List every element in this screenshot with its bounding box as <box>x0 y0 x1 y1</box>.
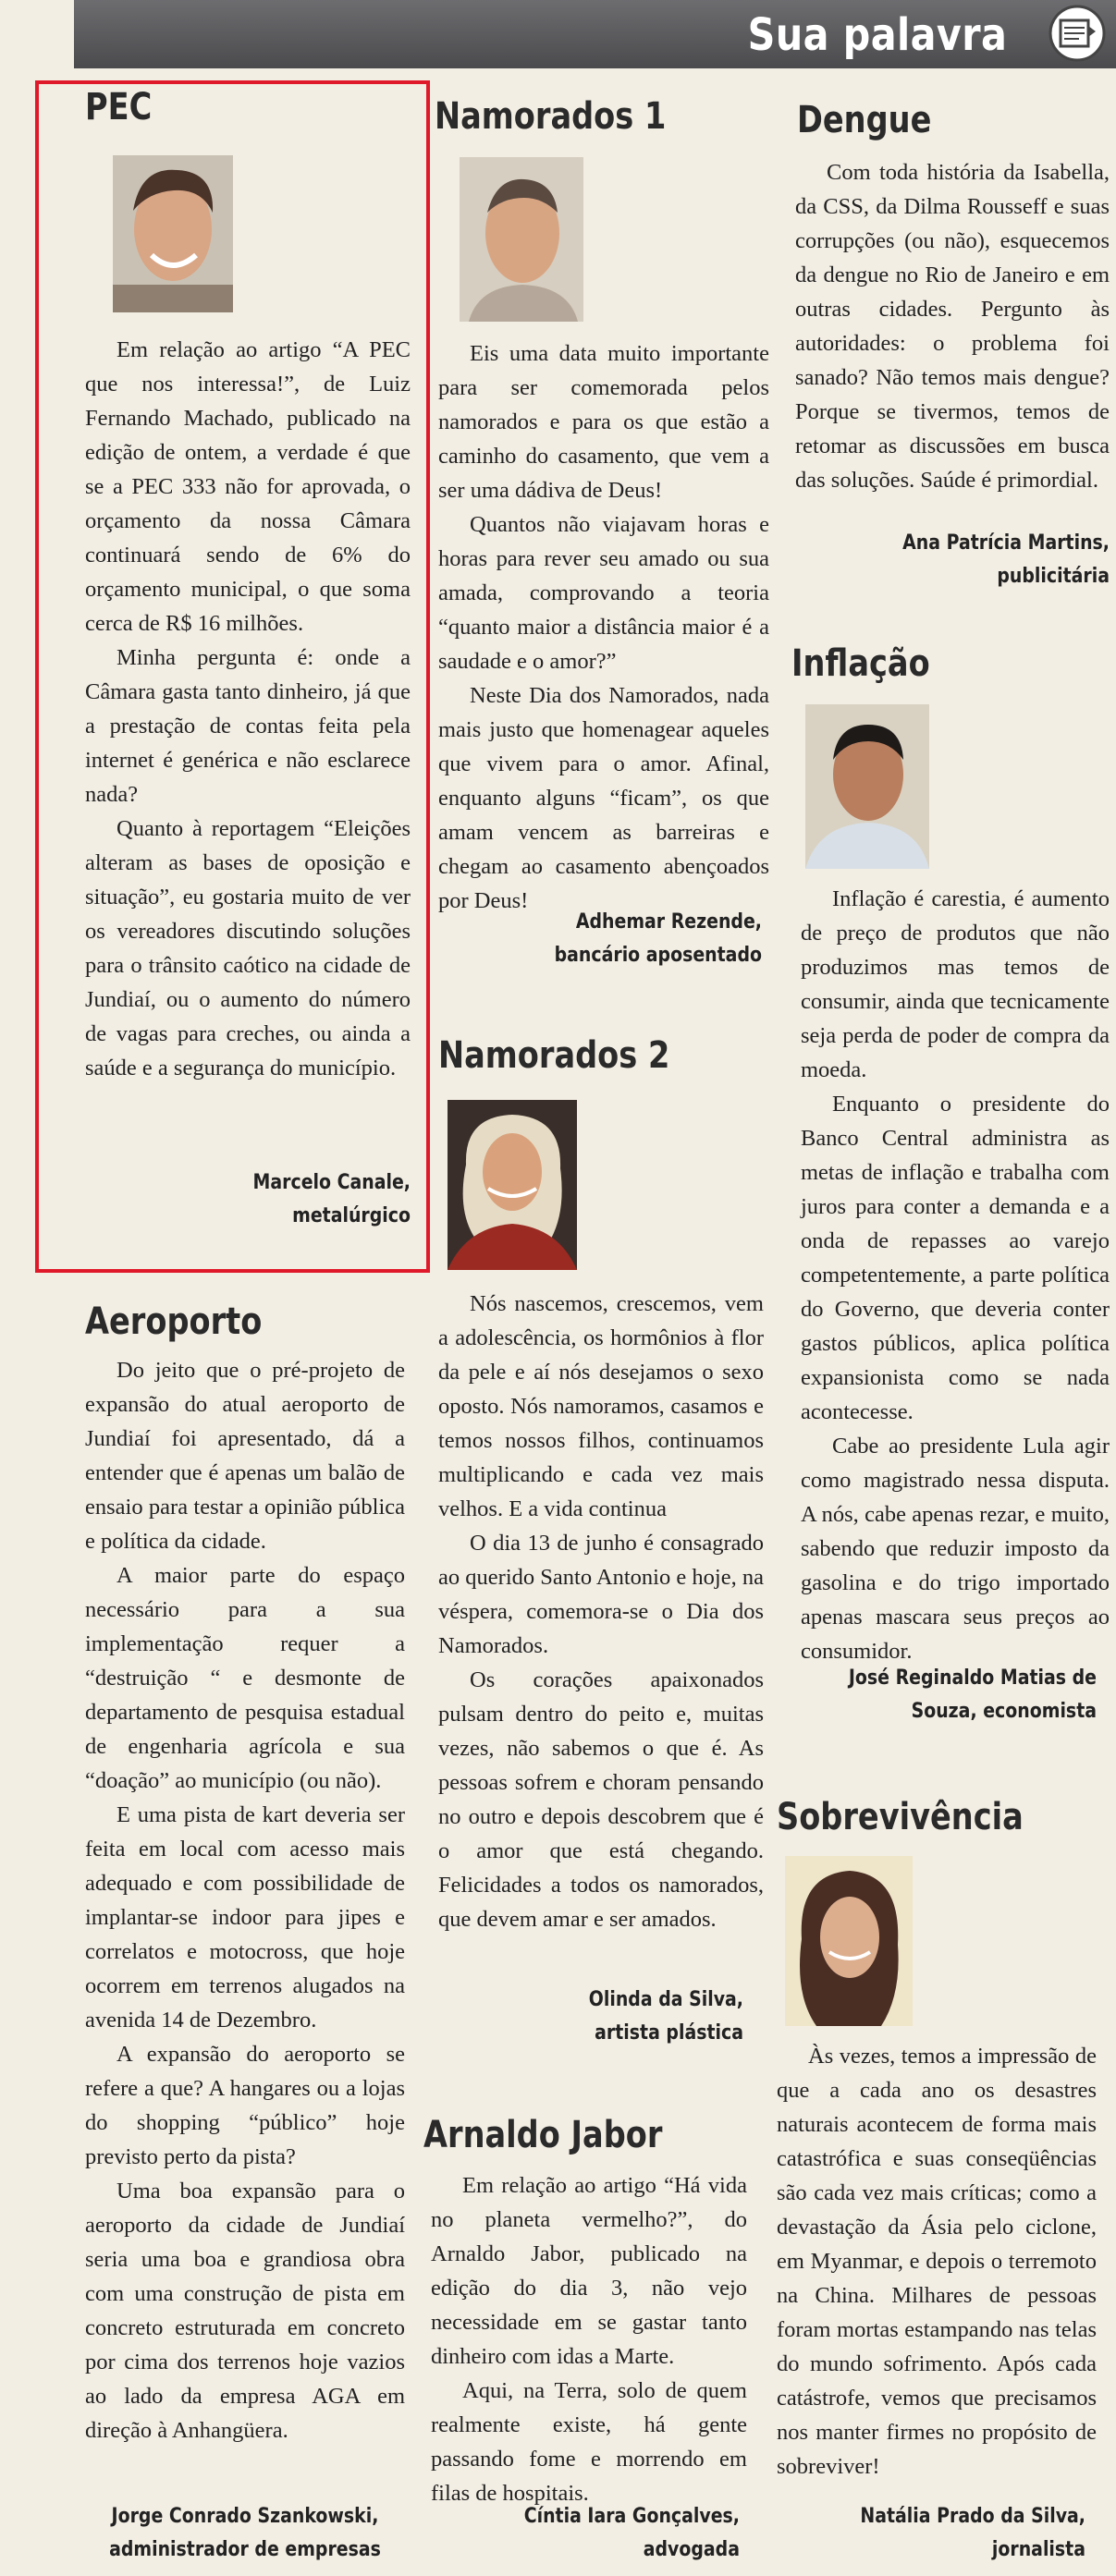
article-title-inflacao: Inflação <box>791 642 930 685</box>
article-paragraph: Eis uma data muito importante para ser comemorada pelos namorados e para os que estão a caminho do casamento, que vem a ser uma dádiva de Deus! <box>438 341 769 503</box>
article-paragraph: Minha pergunta é: onde a Câmara gasta tanto dinheiro, já que a prestação de contas feita pela internet é genérica e não esclarece nada? <box>85 645 411 807</box>
signature-jabor <box>431 2500 740 2567</box>
article-paragraph: E uma pista de kart deveria ser feita em local com acesso mais adequado e com possibilidade de implantar-se indoor para jipes e correlatos e motocross, que hoje ocorrem em terrenos alugados na avenida 14 de Dezembro. <box>85 1802 405 2033</box>
article-paragraph: Às vezes, temos a impressão de que a cada ano os desastres naturais acontecem de forma mais catastrófica e suas conseqüências são cada vez mais críticas; como a devastação da Ásia pelo ciclone, em Myanmar, e depois o terremoto na China. Milhares de pessoas foram mortas estampando nas telas do mundo sofrimento. Após cada catástrofe, vemos que precisamos nos manter firmes no propósito de sobreviver! <box>777 2044 1097 2479</box>
author-name: Jorge Conrado Szankowski, <box>111 2505 379 2528</box>
author-role: jornalista <box>991 2538 1085 2561</box>
article-paragraph: Inflação é carestia, é aumento de preço de produtos que não produzimos mas temos de consumir, ainda que tecnicamente seja perda de poder de compra da moeda. <box>801 886 1110 1082</box>
article-paragraph: Quantos não viajavam horas e horas para rever seu amado ou sua amada, comprovando a teoria “quanto maior a distância maior é a saudade e o amor?” <box>438 512 769 674</box>
speech-page-icon <box>1048 4 1107 63</box>
author-role: metalúrgico <box>292 1204 411 1227</box>
signature-namorados2 <box>438 1984 743 2050</box>
article-paragraph: Em relação ao artigo “Há vida no planeta vermelho?”, do Arnaldo Jabor, publicado na edição do dia 3, não vejo necessidade em se gastar tanto dinheiro com idas a Marte. <box>431 2173 747 2369</box>
author-name: Marcelo Canale, <box>252 1171 411 1194</box>
author-role: advogada <box>643 2538 740 2561</box>
article-paragraph: Aqui, na Terra, solo de quem realmente existe, há gente passando fome e morrendo em filas de hospitais. <box>431 2378 747 2506</box>
article-paragraph: Cabe ao presidente Lula agir como magistrado nessa disputa. A nós, cabe apenas rezar, e muito, sabendo que reduzir imposto da gasolina e do trigo importado apenas mascara seus preços ao consumidor. <box>801 1434 1110 1664</box>
author-photo-inflacao <box>805 704 929 869</box>
article-aeroporto-title-wrap <box>85 1300 405 1344</box>
article-body-namorados1 <box>438 336 769 918</box>
signature-pec <box>85 1166 411 1233</box>
author-photo-namorados2 <box>448 1100 577 1270</box>
article-title-aeroporto: Aeroporto <box>85 1300 263 1343</box>
article-paragraph: Os corações apaixonados pulsam dentro do peito e, muitas vezes, não sabemos o que é. As pessoas sofrem e choram pensando no outro e depois descobrem que é o amor que está chegando. Felicidades a todos os namorados, que devem amar e ser amados. <box>438 1667 764 1932</box>
article-jabor-title-wrap <box>423 2113 758 2157</box>
article-body-sobrevivencia <box>777 2039 1097 2484</box>
author-photo-pec <box>113 155 233 312</box>
article-paragraph: Em relação ao artigo “A PEC que nos interessa!”, de Luiz Fernando Machado, publicado na edição de ontem, a verdade é que se a PEC 333 não for aprovada, o orçamento da nossa Câmara continuará sendo de 6% do orçamento municipal, o que soma cerca de R$ 16 milhões. <box>85 337 411 636</box>
author-name: José Reginaldo Matias de <box>848 1666 1097 1690</box>
article-dengue-title-wrap <box>797 98 1116 142</box>
author-photo-sobrevivencia <box>785 1856 913 2026</box>
article-body-namorados2 <box>438 1287 764 1936</box>
author-role: artista plástica <box>595 2021 743 2045</box>
article-sobrevivencia-title-wrap <box>777 1795 1113 1839</box>
article-paragraph: Uma boa expansão para o aeroporto da cidade de Jundiaí seria uma boa e grandiosa obra com uma construção de pista em concreto estruturada em concreto por cima dos terrenos hoje vazios ao lado da empresa AGA em direção à Anhangüera. <box>85 2179 405 2443</box>
author-role: administrador de empresas <box>109 2538 381 2561</box>
author-name: Ana Patrícia Martins, <box>902 531 1110 555</box>
author-role: Souza, economista <box>911 1700 1097 1723</box>
signature-dengue <box>795 527 1110 593</box>
signature-sobrevivencia <box>777 2500 1085 2567</box>
article-title-jabor: Arnaldo Jabor <box>423 2114 663 2156</box>
article-paragraph: Neste Dia dos Namorados, nada mais justo que homenagear aqueles que vivem para o amor. Afinal, enquanto alguns “ficam”, os que amam vencem as barreiras e chegam ao casamento abençoados por Deus! <box>438 683 769 913</box>
section-title: Sua palavra <box>747 9 1007 61</box>
author-role: bancário aposentado <box>554 944 762 967</box>
article-paragraph: Enquanto o presidente do Banco Central administra as metas de inflação e trabalha com juros para conter a demanda e a onda de repasses ao varejo competentemente, a parte política do Governo, que deveria conter gastos públicos, aplica política expansionista como se nada acontecesse. <box>801 1092 1110 1424</box>
article-title-dengue: Dengue <box>797 99 932 141</box>
article-namorados2-title-wrap <box>438 1033 773 1078</box>
author-name: Olinda da Silva, <box>588 1988 743 2011</box>
article-inflacao-title-wrap <box>791 641 1116 686</box>
article-title-sobrevivencia: Sobrevivência <box>777 1796 1024 1838</box>
author-name: Adhemar Rezende, <box>575 910 762 934</box>
article-body-jabor <box>431 2168 747 2510</box>
author-photo-namorados1 <box>460 157 583 322</box>
article-paragraph: Quanto à reportagem “Eleições alteram as bases de oposição e situação”, eu gostaria muito de ver os vereadores discutindo soluções para o trânsito caótico na cidade de Jundiaí, ou o aumento do número de vagas para creches, ou ainda a saúde e a segurança do município. <box>85 816 411 1080</box>
article-paragraph: O dia 13 de junho é consagrado ao querido Santo Antonio e hoje, na véspera, comemora-se o Dia dos Namorados. <box>438 1531 764 1658</box>
author-name: Natália Prado da Silva, <box>860 2505 1085 2528</box>
article-body-dengue <box>795 155 1110 497</box>
article-body-inflacao <box>801 882 1110 1668</box>
signature-inflacao <box>801 1662 1097 1728</box>
article-title-namorados2: Namorados 2 <box>438 1034 670 1077</box>
author-role: publicitária <box>997 565 1110 588</box>
article-paragraph: A maior parte do espaço necessário para a sua implementação requer a “destruição “ e desmonte de departamento de pesquisa estadual de engenharia agrícola e sua “doação” ao município (ou não). <box>85 1563 405 1793</box>
article-paragraph: A expansão do aeroporto se refere a que? A hangares ou a lojas do shopping “público” hoje previsto perto da pista? <box>85 2042 405 2169</box>
article-title-pec: PEC <box>85 86 153 128</box>
article-namorados1-title-wrap <box>435 94 769 139</box>
article-body-aeroporto <box>85 1353 405 2448</box>
author-name: Cíntia Iara Gonçalves, <box>523 2505 740 2528</box>
article-body-pec <box>85 333 411 1085</box>
signature-namorados1 <box>438 906 762 972</box>
article-paragraph: Nós nascemos, crescemos, vem a adolescência, os hormônios à flor da pele e aí nós desejamos o sexo oposto. Nós namoramos, casamos e temos nossos filhos, continuamos multiplicando e cada vez mais velhos. E a vida continua <box>438 1291 764 1521</box>
article-paragraph: Do jeito que o pré-projeto de expansão do atual aeroporto de Jundiaí foi apresentado, dá a entender que é apenas um balão de ensaio para testar a opinião pública e política da cidade. <box>85 1358 405 1554</box>
article-pec-title-wrap <box>85 85 411 129</box>
article-title-namorados1: Namorados 1 <box>435 95 667 138</box>
signature-aeroporto <box>85 2500 405 2567</box>
article-paragraph: Com toda história da Isabella, da CSS, da Dilma Rousseff e suas corrupções (ou não), esquecemos da dengue no Rio de Janeiro e em outras cidades. Pergunto às autoridades: o problema foi sanado? Não temos mais dengue? Porque se tivermos, temos de retomar as discussões em busca das soluções. Saúde é primordial. <box>795 160 1110 493</box>
